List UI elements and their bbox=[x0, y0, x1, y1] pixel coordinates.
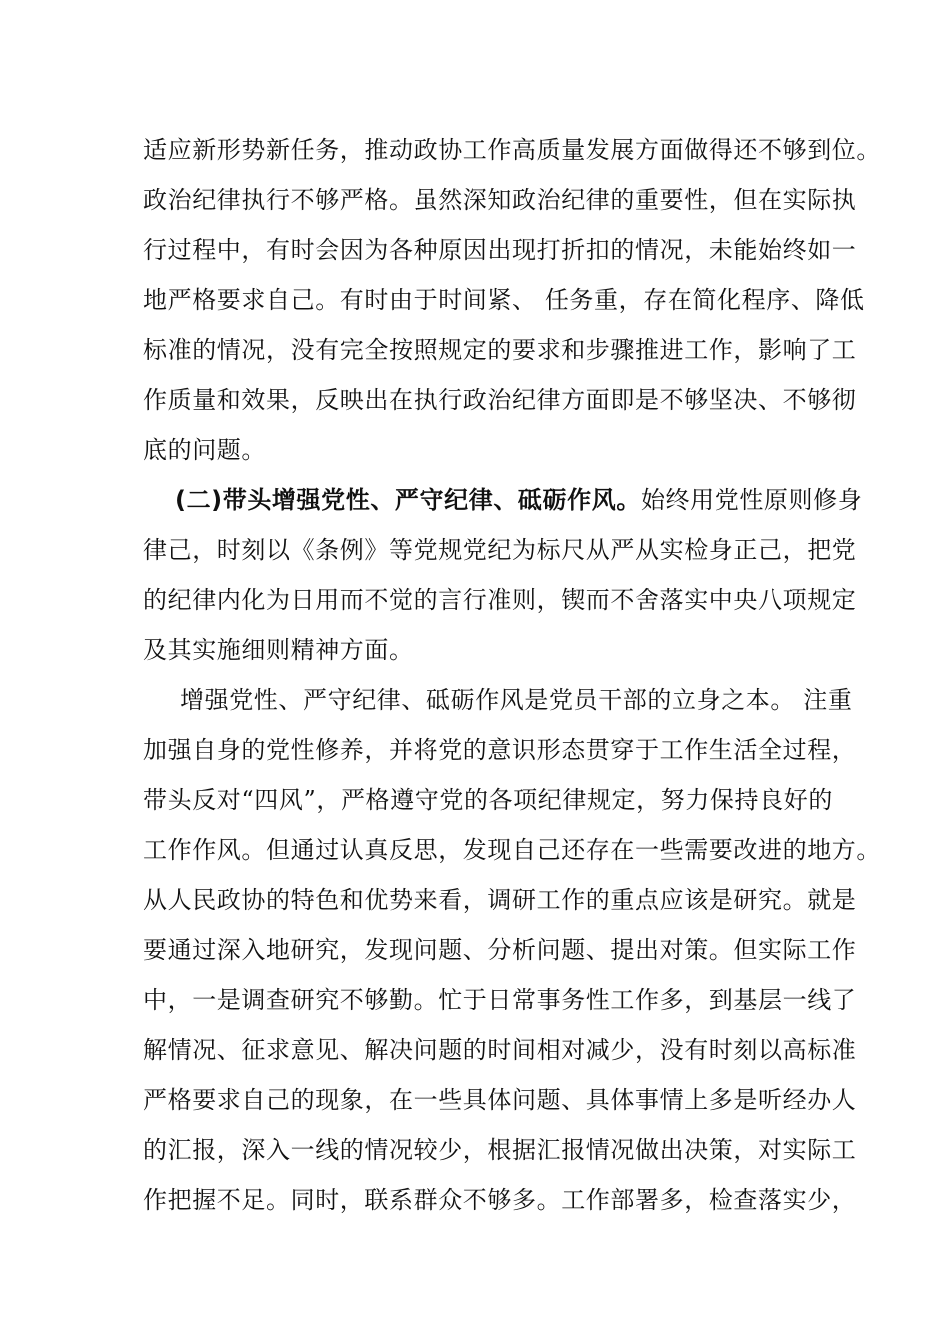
text-line: 作把握不足。同时，联系群众不够多。工作部署多，检查落实少， bbox=[143, 1186, 857, 1214]
text-line: 政治纪律执行不够严格。虽然深知政治纪律的重要性，但在实际执 bbox=[143, 186, 857, 214]
text-line: 及其实施细则精神方面。 bbox=[143, 636, 414, 664]
text-line: 增强党性、严守纪律、砥砺作风是党员干部的立身之本。 注重 bbox=[180, 686, 853, 714]
text-line: 适应新形势新任务，推动政协工作高质量发展方面做得还不够到位。 bbox=[143, 136, 881, 164]
text-line: 的汇报，深入一线的情况较少，根据汇报情况做出决策，对实际工 bbox=[143, 1136, 857, 1164]
text-line: 带头反对“四风”，严格遵守党的各项纪律规定，努力保持良好的 bbox=[143, 786, 833, 814]
text-line: 从人民政协的特色和优势来看，调研工作的重点应该是研究。就是 bbox=[143, 886, 857, 914]
text-line: 的纪律内化为日用而不觉的言行准则，锲而不舍落实中央八项规定 bbox=[143, 586, 857, 614]
text-line: 解情况、征求意见、解决问题的时间相对减少，没有时刻以高标准 bbox=[143, 1036, 857, 1064]
text-line: 严格要求自己的现象，在一些具体问题、具体事情上多是听经办人 bbox=[143, 1086, 857, 1114]
text-line: 加强自身的党性修养，并将党的意识形态贯穿于工作生活全过程， bbox=[143, 736, 857, 764]
text-line: 行过程中，有时会因为各种原因出现打折扣的情况，未能始终如一 bbox=[143, 236, 857, 264]
text-line: 中，一是调查研究不够勤。忙于日常事务性工作多，到基层一线了 bbox=[143, 986, 857, 1014]
text-line: 作质量和效果，反映出在执行政治纪律方面即是不够坚决、不够彻 bbox=[143, 386, 857, 414]
text-line: 工作作风。但通过认真反思，发现自己还存在一些需要改进的地方。 bbox=[143, 836, 881, 864]
section-heading: (二)带头增强党性、严守纪律、砥砺作风。 bbox=[175, 486, 641, 514]
text-line: 律己，时刻以《条例》等党规党纪为标尺从严从实检身正己，把党 bbox=[143, 536, 857, 564]
text-line: 要通过深入地研究，发现问题、分析问题、提出对策。但实际工作 bbox=[143, 936, 857, 964]
text-line: 标准的情况，没有完全按照规定的要求和步骤推进工作，影响了工 bbox=[143, 336, 857, 364]
text-line: 底的问题。 bbox=[143, 436, 266, 464]
section-heading-line bbox=[175, 485, 862, 515]
text-line: 地严格要求自己。有时由于时间紧、 任务重，存在简化程序、降低 bbox=[143, 286, 865, 314]
section-heading-tail: 始终用党性原则修身 bbox=[640, 486, 863, 514]
